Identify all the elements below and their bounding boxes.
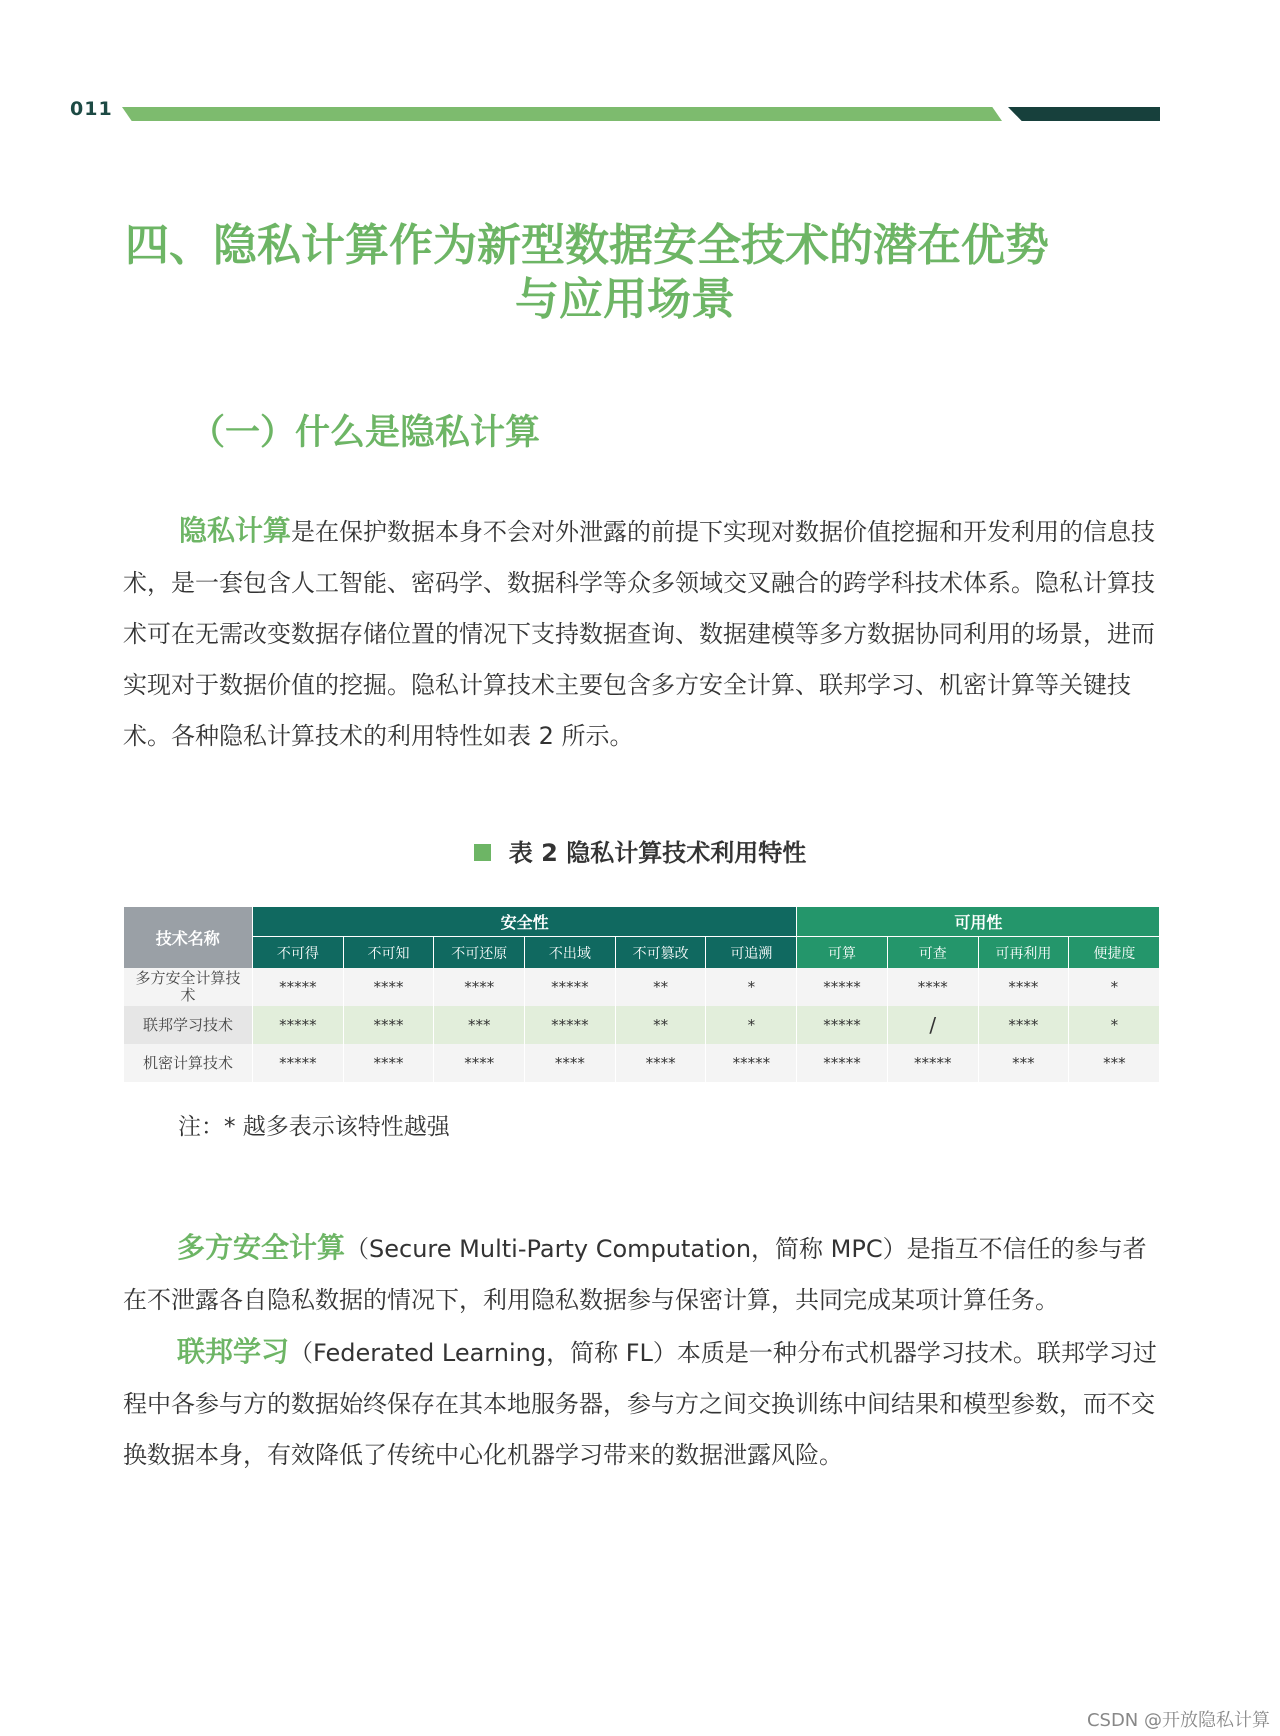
table-cell: * [1069,968,1160,1006]
table-cell: *** [978,1044,1069,1082]
row-name: 联邦学习技术 [124,1006,253,1044]
intro-text: 是在保护数据本身不会对外泄露的前提下实现对数据价值挖掘和开发利用的信息技术，是一套包含人工智能、密码学、数据科学等众多领域交叉融合的跨学科技术体系。隐私计算技术可在无需改变数据存储位置的情况下支持数据查询、数据建模等多方数据协同利用的场景，进而实现对于数据价值的挖掘。隐私计算技术主要包含多方安全计算、联邦学习、机密计算等关键技术。各种隐私计算技术的利用特性如表 2 所示。 [123,518,1156,750]
table-cell: * [1069,1006,1160,1044]
table-cell: ***** [797,1044,888,1082]
table-group-header-row [124,907,1160,937]
header-bar-dark [1008,107,1160,121]
row-name: 多方安全计算技术 [124,968,253,1006]
section-title: （一）什么是隐私计算 [190,413,541,453]
table-cell: **** [343,968,434,1006]
table-cell: ***** [887,1044,978,1082]
table-row [124,1006,1160,1044]
fl-text: （Federated Learning，简称 FL）本质是一种分布式机器学习技术。联邦学习过程中各参与方的数据始终保存在其本地服务器，参与方之间交换训练中间结果和模型参数，而不交换数据本身，有效降低了传统中心化机器学习带来的数据泄露风险。 [123,1339,1157,1469]
intro-keyword: 隐私计算 [179,514,292,547]
column-header: 不可篡改 [615,937,706,969]
table-cell: **** [887,968,978,1006]
table-note: 注：* 越多表示该特性越强 [178,1114,450,1140]
table-cell: ***** [253,1044,344,1082]
table-column-header-row [124,937,1160,969]
caption-square-icon [474,844,491,861]
table-row [124,968,1160,1006]
column-header: 不可得 [253,937,344,969]
table-cell: ***** [525,968,616,1006]
table-cell: *** [434,1006,525,1044]
fl-paragraph [123,1326,1158,1481]
table-cell: * [706,968,797,1006]
row-name: 机密计算技术 [124,1044,253,1082]
watermark: CSDN @开放隐私计算 [1086,1710,1270,1731]
column-header: 可追溯 [706,937,797,969]
characteristics-table [123,907,1159,1082]
column-header: 便捷度 [1069,937,1160,969]
table-cell: **** [615,1044,706,1082]
table-cell: **** [343,1006,434,1044]
table-caption-text: 表 2 隐私计算技术利用特性 [508,839,807,867]
page-number: 011 [70,98,113,120]
column-header: 可查 [887,937,978,969]
name-column-header: 技术名称 [124,907,253,968]
table-caption [0,833,1280,868]
table-cell: **** [434,968,525,1006]
table-cell: ***** [253,968,344,1006]
usability-group-header: 可用性 [797,907,1160,937]
column-header: 不可知 [343,937,434,969]
table-cell: * [706,1006,797,1044]
mpc-text: （Secure Multi-Party Computation，简称 MPC）是指互不信任的参与者在不泄露各自隐私数据的情况下，利用隐私数据参与保密计算，共同完成某项计算任务。 [123,1235,1147,1314]
chapter-title-line1: 四、隐私计算作为新型数据安全技术的潜在优势 [125,220,1049,271]
table-cell: **** [434,1044,525,1082]
security-group-header: 安全性 [253,907,797,937]
column-header: 可再利用 [978,937,1069,969]
mpc-keyword: 多方安全计算 [177,1231,346,1264]
table-cell: **** [978,1006,1069,1044]
column-header: 不可还原 [434,937,525,969]
mpc-paragraph [123,1222,1158,1326]
table-cell: ***** [706,1044,797,1082]
header-bar-light [122,107,1002,121]
table-cell: ** [615,968,706,1006]
table-cell: / [887,1006,978,1044]
table-cell: **** [343,1044,434,1082]
table-cell: ** [615,1006,706,1044]
table-cell: ***** [797,968,888,1006]
intro-paragraph [123,505,1158,762]
chapter-title-line2: 与应用场景 [515,274,735,325]
table-row [124,1044,1160,1082]
table-cell: **** [978,968,1069,1006]
table-cell: *** [1069,1044,1160,1082]
table-cell: **** [525,1044,616,1082]
column-header: 可算 [797,937,888,969]
table-cell: ***** [525,1006,616,1044]
table-cell: ***** [253,1006,344,1044]
fl-keyword: 联邦学习 [177,1335,290,1368]
chapter-title [125,218,1125,328]
column-header: 不出域 [525,937,616,969]
table-cell: ***** [797,1006,888,1044]
